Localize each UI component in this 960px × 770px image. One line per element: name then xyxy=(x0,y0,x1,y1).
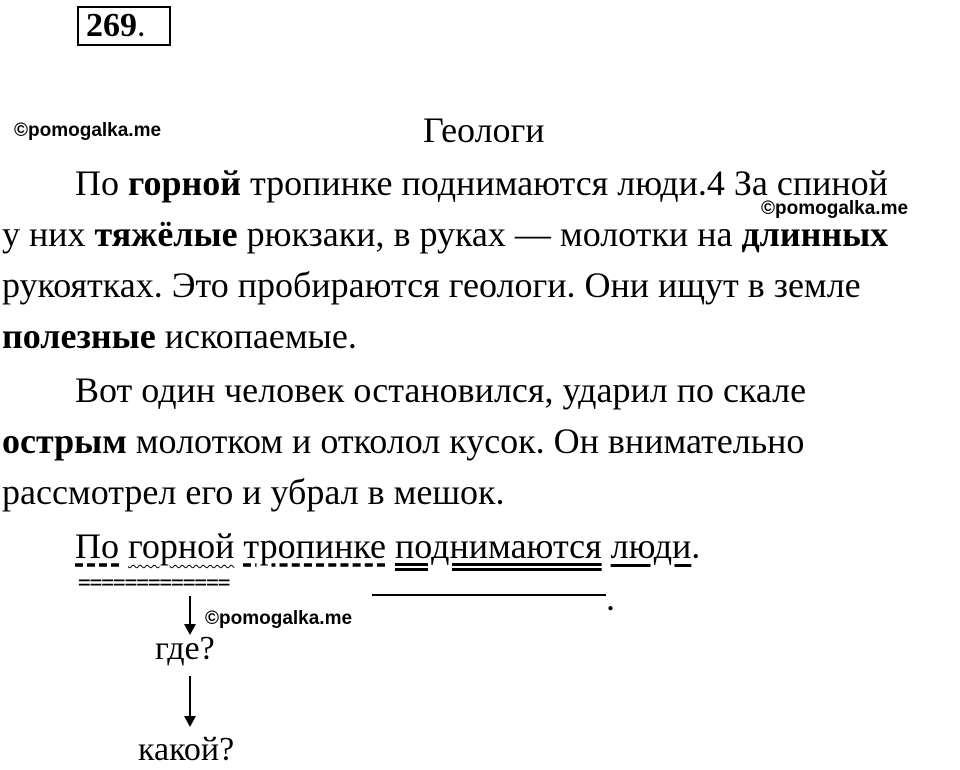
bold-word: горной xyxy=(128,163,241,203)
bold-word: полезные xyxy=(2,316,156,356)
paragraph-1-line-3: рукоятках. Это пробираются геологи. Они ищут в земле xyxy=(2,265,861,305)
subject-line xyxy=(372,594,606,596)
exercise-number: 269. xyxy=(86,7,146,44)
word-adverbial: тропинке xyxy=(243,526,386,566)
paragraph-2-line-1: Вот один человек остановился, ударил по скале xyxy=(75,370,807,410)
parsed-sentence: По горной тропинке поднимаются люди. xyxy=(75,526,701,566)
bold-word: тяжёлые xyxy=(94,214,238,254)
paragraph-2-line-3: рассмотрел его и убрал в мешок. xyxy=(2,472,505,512)
watermark: ©pomogalka.me xyxy=(14,120,162,141)
word-attribute: горной xyxy=(128,526,235,566)
word-preposition: По xyxy=(75,526,119,566)
paragraph-1-line-4: полезные ископаемые. xyxy=(2,316,357,356)
predicate-double-line: ============= xyxy=(78,570,230,594)
paragraph-1-line-1: По горной тропинке поднимаются люди.4 За спиной xyxy=(75,163,888,203)
text-title: Геологи xyxy=(423,110,545,150)
question-where: где? xyxy=(155,630,215,667)
scheme-end-dot: . xyxy=(606,578,615,618)
bold-word: длинных xyxy=(741,214,889,254)
word-predicate: поднимаются xyxy=(394,526,602,566)
word-subject: люди xyxy=(610,526,692,566)
paragraph-1-line-2: у них тяжёлые рюкзаки, в руках — молотки на длинных xyxy=(2,214,889,254)
bold-word: острым xyxy=(2,421,127,461)
watermark: ©pomogalka.me xyxy=(205,608,353,629)
arrow-head-icon xyxy=(184,716,196,727)
watermark: ©pomogalka.me xyxy=(761,198,909,219)
paragraph-2-line-2: острым молотком и отколол кусок. Он внимательно xyxy=(2,421,805,461)
question-which: какой? xyxy=(138,731,235,768)
